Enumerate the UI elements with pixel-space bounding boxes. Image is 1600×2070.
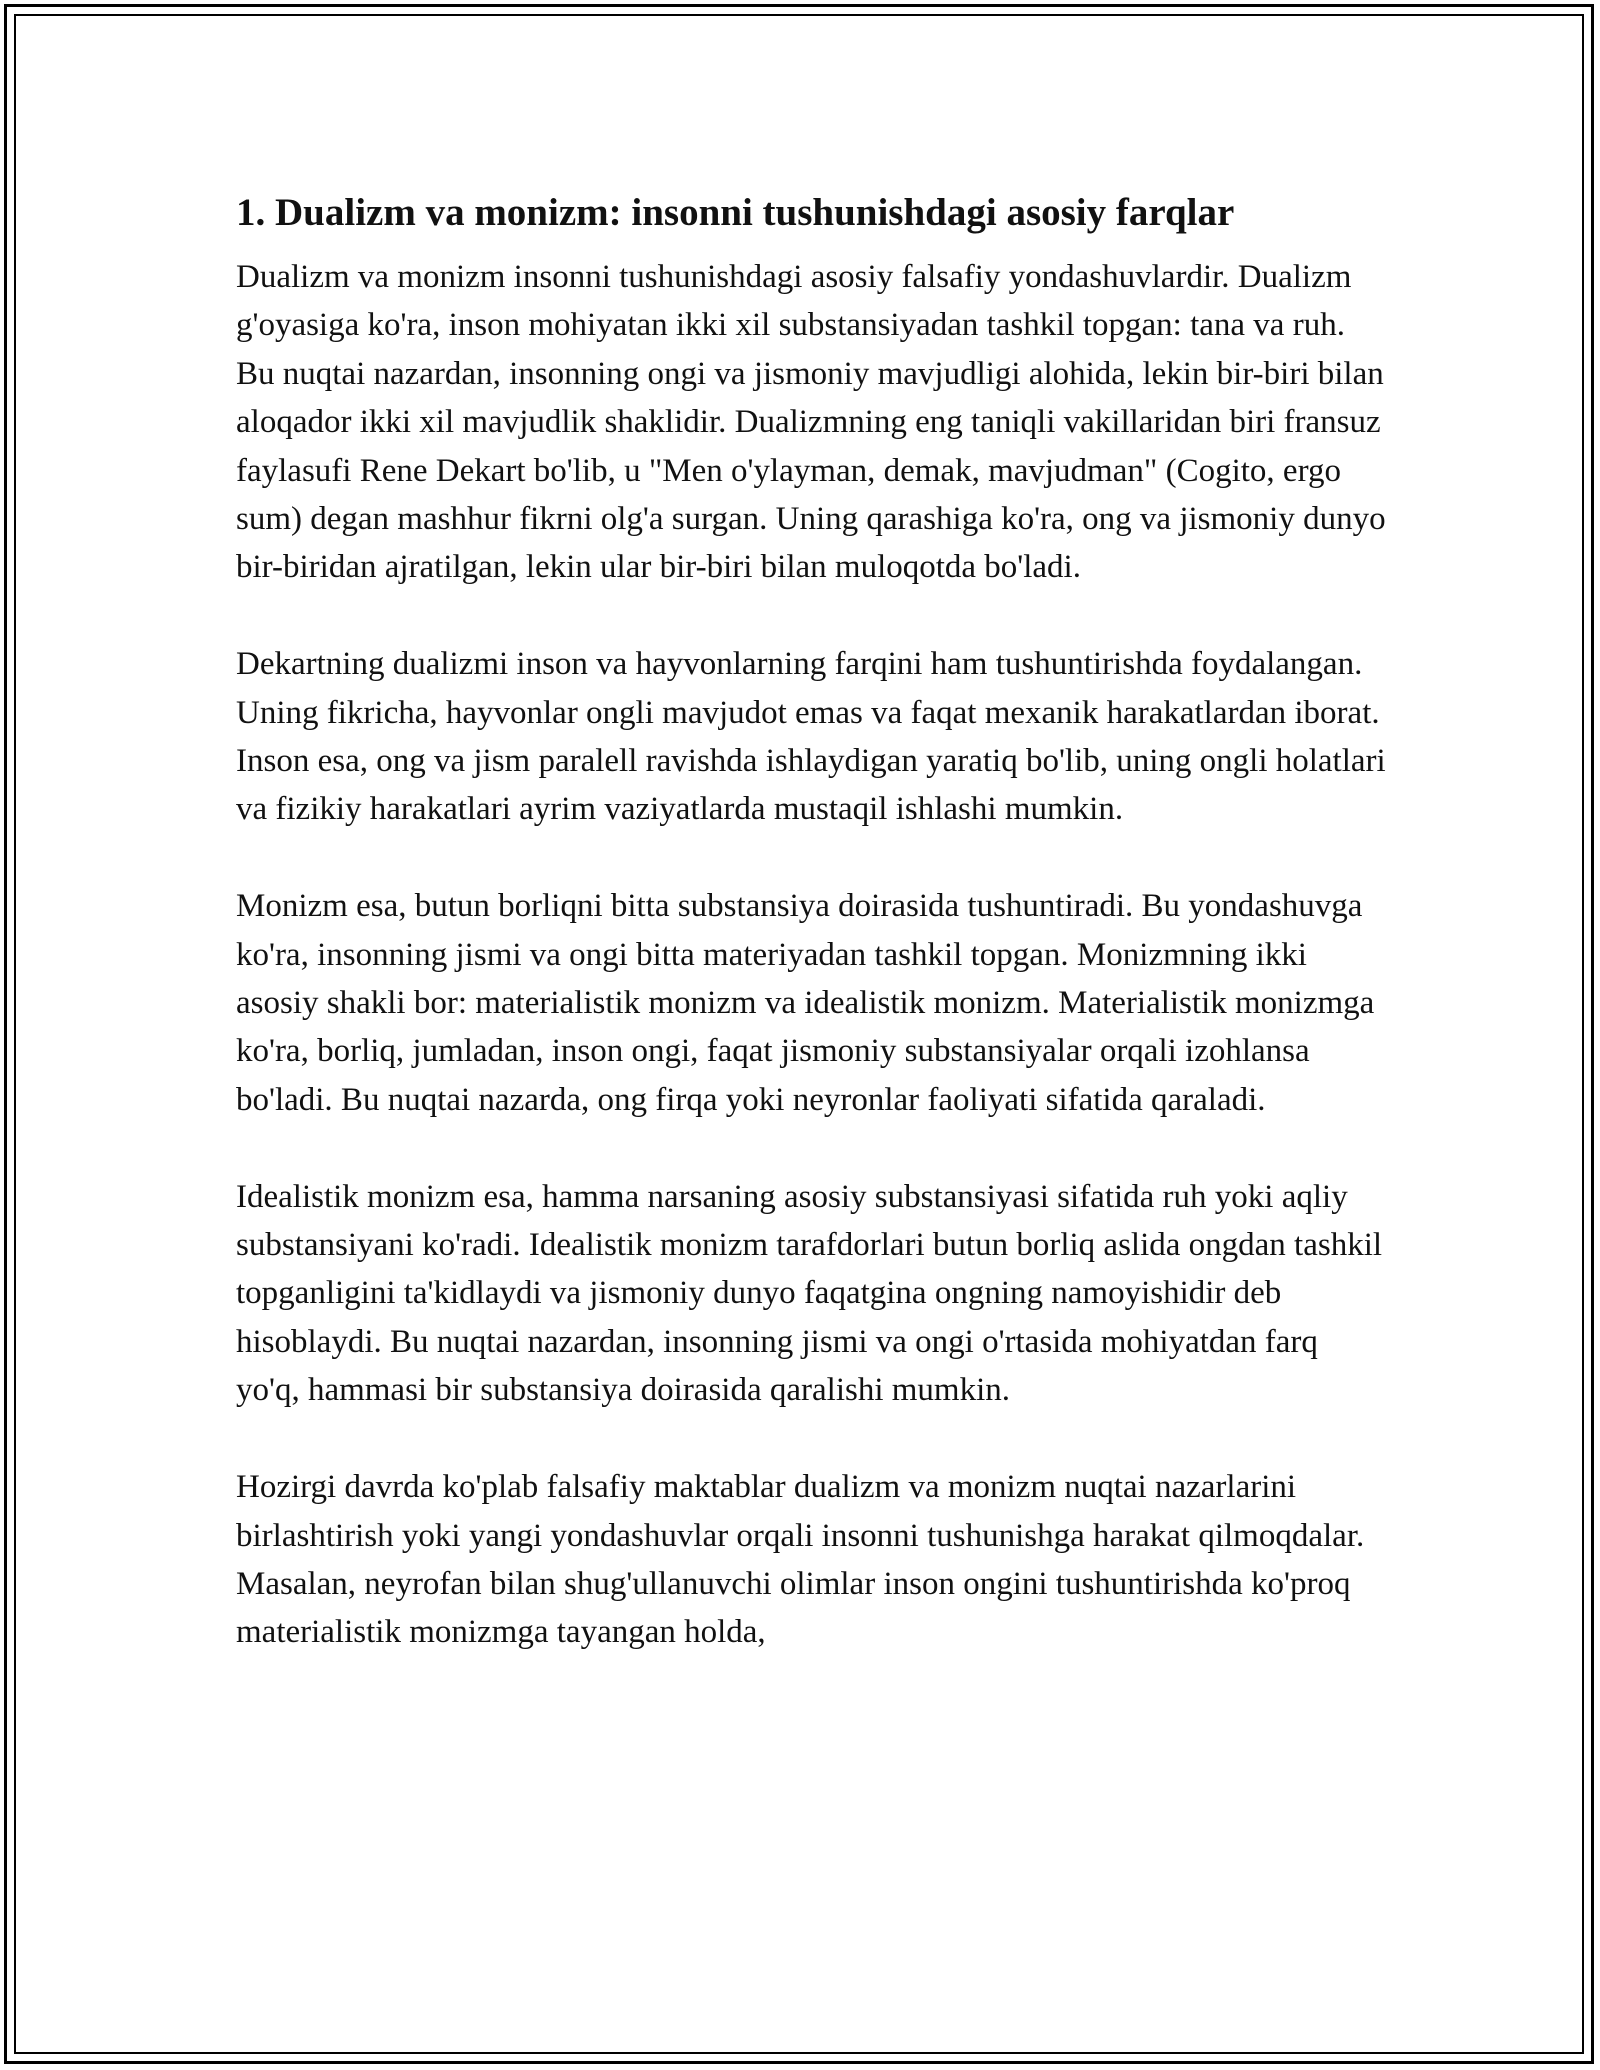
paragraph-5: Hozirgi davrda ko'plab falsafiy maktablar dualizm va monizm nuqtai nazarlarini birlashtirish yoki yangi yondashuvlar orqali insonni tushunishga harakat qilmoqdalar. Masalan, neyrofan bilan shug'ullanuvchi olimlar inson ongini tushuntirishda ko'proq materialistik monizmga tayangan holda, <box>236 1469 1365 1651</box>
paragraph-1: Dualizm va monizm insonni tushunishdagi asosiy falsafiy yondashuvlardir. Dualizm g'oyasiga ko'ra, inson mohiyatan ikki xil substansiyadan tashkil topgan: tana va ruh. Bu nuqtai nazardan, insonning ongi va jismoniy mavjudligi alohida, lekin bir-biri bilan aloqador ikki xil mavjudlik shaklidir. Dualizmning eng taniqli vakillaridan biri fransuz faylasufi Rene Dekart bo'lib, u "Men o'ylayman, demak, mavjudman" (Cogito, ergo sum) degan mashhur fikrni olg'a surgan. Uning qarashiga ko'ra, ong va jismoniy dunyo bir-biridan ajratilgan, lekin ular bir-biri bilan muloqotda bo'ladi. <box>236 259 1386 586</box>
paragraph-4: Idealistik monizm esa, hamma narsaning asosiy substansiyasi sifatida ruh yoki aqliy substansiyani ko'radi. Idealistik monizm tarafdorlari butun borliq aslida ongdan tashkil topganligini ta'kidlaydi va jismoniy dunyo faqatgina ongning namoyishidir deb hisoblaydi. Bu nuqtai nazardan, insonning jismi va ongi o'rtasida mohiyatdan farq yo'q, hammasi bir substansiya doirasida qaralishi mumkin. <box>236 1178 1383 1409</box>
section-heading: 1. Dualizm va monizm: insonni tushunishdagi asosiy farqlar <box>236 191 1235 234</box>
paragraph-2: Dekartning dualizmi inson va hayvonlarning farqini ham tushuntirishda foydalangan. Uning fikricha, hayvonlar ongli mavjudot emas va faqat mexanik harakatlardan iborat. Inson esa, ong va jism paralell ravishda ishlaydigan yaratiq bo'lib, uning ongli holatlari va fizikiy harakatlari ayrim vaziyatlarda mustaqil ishlashi mumkin. <box>236 646 1386 828</box>
paragraph-3: Monizm esa, butun borliqni bitta substansiya doirasida tushuntiradi. Bu yondashuvga ko'ra, insonning jismi va ongi bitta materiyadan tashkil topgan. Monizmning ikki asosiy shakli bor: materialistik monizm va idealistik monizm. Materialistik monizmga ko'ra, borliq, jumladan, inson ongi, faqat jismoniy substansiyalar orqali izohlansa bo'ladi. Bu nuqtai nazarda, ong firqa yoki neyronlar faoliyati sifatida qaraladi. <box>236 888 1375 1118</box>
document-body <box>236 183 1386 1657</box>
